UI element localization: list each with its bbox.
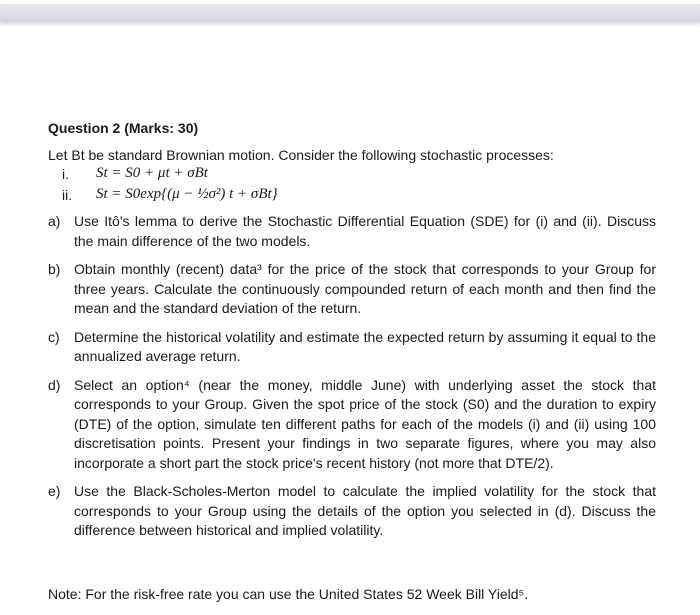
question-content — [48, 118, 656, 550]
question-intro — [48, 145, 656, 165]
part-d — [48, 376, 656, 474]
part-c — [48, 328, 656, 367]
part-text: Determine the historical volatility and estimate the expected return by assuming it equal to the annualized average return. — [74, 328, 656, 364]
part-label: c) — [48, 328, 60, 345]
part-text: Use the Black-Scholes-Merton model to calculate the implied volatility for the stock that corresponds to your Group using the details of the option you selected in (d). Discuss the difference between historical and implied volatility. — [74, 483, 656, 538]
part-text: Select an option⁴ (near the money, middle June) with underlying asset the stock that corresponds to your Group. Given the spot price of the stock (S0) and the duration to expiry (DTE) of the option, simulate ten different paths for each of the models (i) and (ii) using 100 discretisation points. Present your findings in two separate figures, where you may also incorporate a short part the stock price's recent history (not more that DTE/2). — [74, 376, 656, 471]
process-number: i. — [62, 166, 69, 182]
part-label: b) — [48, 261, 61, 277]
process-i — [48, 165, 656, 186]
part-label: e) — [48, 483, 61, 499]
window-top-bar — [0, 4, 700, 22]
part-b — [48, 260, 656, 319]
question-title: Question 2 (Marks: 30) — [48, 120, 199, 136]
part-text: Obtain monthly (recent) data³ for the price of the stock that corresponds to your Group for three years. Calculate the continuously compounded return of each month and then find the mean and the standard deviation of the return. — [74, 261, 656, 316]
process-formula: St = S0exp{(μ − ½σ²) t + σBt} — [96, 186, 278, 202]
process-formula: St = S0 + μt + σBt — [96, 165, 208, 181]
intro-text: Let Bt be standard Brownian motion. Consider the following stochastic processes: — [48, 147, 554, 163]
part-label: d) — [48, 376, 61, 393]
process-number: ii. — [62, 187, 73, 203]
part-a — [48, 212, 656, 251]
process-ii — [48, 186, 656, 207]
part-label: a) — [48, 213, 61, 229]
part-e — [48, 482, 656, 541]
risk-free-note: Note: For the risk-free rate you can use the United States 52 Week Bill Yield⁵. — [48, 586, 529, 602]
part-text: Use Itô's lemma to derive the Stochastic Differential Equation (SDE) for (i) and (ii). Discuss the main difference of the two models. — [74, 213, 656, 249]
question-parts — [48, 212, 656, 541]
